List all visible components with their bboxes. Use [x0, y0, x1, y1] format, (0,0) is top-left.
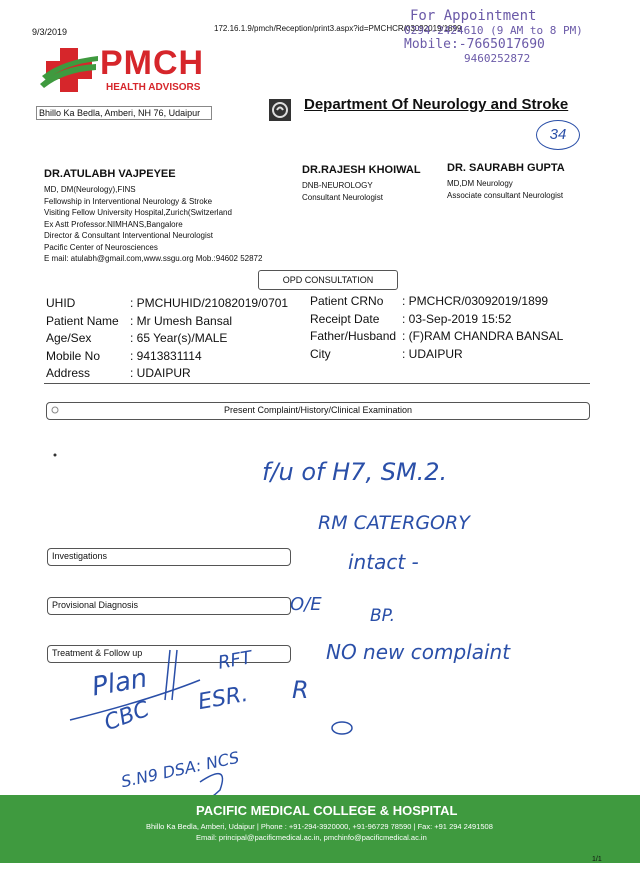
handwritten-note: RM CATERGORY [318, 512, 470, 534]
field-value: : UDAIPUR [130, 366, 191, 380]
doctor-3-line: Associate consultant Neurologist [447, 190, 564, 200]
field-value: : (F)RAM CHANDRA BANSAL [402, 329, 564, 343]
field-value: : PMCHCR/03092019/1899 [402, 294, 549, 308]
handwritten-note: Plan [89, 663, 150, 703]
handwritten-note: RFT [216, 647, 254, 674]
diagnosis-section-label: Provisional Diagnosis [47, 597, 291, 615]
field-value: : UDAIPUR [402, 346, 463, 361]
address-box: Bhillo Ka Bedla, Amberi, NH 76, Udaipur [36, 106, 212, 120]
doctor-3-name: DR. SAURABH GUPTA [447, 162, 565, 174]
doctor-1-line: Fellowship in Interventional Neurology & Stroke [44, 196, 213, 206]
field-value: : PMCHUHID/21082019/0701 [130, 296, 289, 310]
complaint-section-label: Present Complaint/History/Clinical Examination [46, 402, 590, 420]
handwritten-note: intact - [348, 550, 419, 574]
doctor-1-line: Director & Consultant Interventional Neurologist [44, 231, 213, 240]
field-label: Age/Sex [46, 331, 92, 345]
handwritten-note: R [292, 676, 309, 704]
logo-name: PMCH [100, 44, 205, 82]
handwritten-note: CBC [101, 696, 153, 737]
doctor-2-line: DNB-NEUROLOGY [302, 181, 373, 190]
field-label: Father/Husband [310, 329, 397, 343]
field-value: : Mr Umesh Bansal [130, 313, 233, 328]
handwritten-note: f/u of H7, SM.2. [262, 458, 448, 486]
appointment-title: For Appointment [410, 8, 537, 24]
field-label: Address [46, 366, 91, 380]
appointment-mobile: Mobile:-7665017690 [404, 37, 545, 52]
doctor-1-line: Visiting Fellow University Hospital,Zurich(Switzerland [44, 208, 232, 217]
field-value: : 03-Sep-2019 15:52 [402, 311, 512, 326]
field-label: City [310, 346, 331, 361]
field-label: Patient Name [46, 313, 119, 328]
field-value: : 9413831114 [130, 348, 202, 363]
footer-email: Email: principal@pacificmedical.ac.in, pmchinfo@pacificmedical.ac.in [196, 833, 427, 842]
field-label: UHID [46, 296, 76, 310]
doctor-3-line: MD,DM Neurology [447, 179, 513, 188]
doctor-1-line: MD, DM(Neurology),FINS [44, 185, 136, 194]
footer-contact: Bhillo Ka Bedla, Amberi, Udaipur | Phone : +91-294-3920000, +91-96729 78590 | Fax: +91 294 2491508 [146, 822, 493, 831]
handwritten-note: BP. [370, 606, 395, 626]
doctor-2-name: DR.RAJESH KHOIWAL [302, 164, 421, 176]
appointment-mobile2: 9460252872 [464, 52, 531, 65]
opd-title: OPD CONSULTATION [258, 270, 398, 290]
doctor-1-line: Ex Astt Professor.NIMHANS,Bangalore [44, 219, 183, 229]
handwritten-note: O/E [290, 594, 322, 615]
handwritten-note: ESR. [196, 681, 250, 716]
handwritten-note: NO new complaint [326, 640, 511, 664]
department-title: Department Of Neurology and Stroke [304, 96, 569, 113]
field-label: Mobile No [46, 348, 101, 363]
investigations-section-label: Investigations [47, 548, 291, 566]
field-value: : 65 Year(s)/MALE [130, 331, 228, 345]
field-label: Patient CRNo [310, 294, 384, 308]
handwritten-note: S.N9 DSA: NCS [119, 747, 241, 792]
print-date: 9/3/2019 [32, 27, 68, 37]
footer [0, 795, 640, 863]
print-url: 172.16.1.9/pmch/Reception/print3.aspx?id=PMCHCR/03092019/1899 [214, 24, 462, 33]
token-number: 34 [536, 120, 580, 150]
doctor-1-name: DR.ATULABH VAJPEYEE [44, 168, 176, 180]
page-number: 1/1 [592, 856, 602, 863]
doctor-2-line: Consultant Neurologist [302, 192, 383, 202]
doctor-1-line: Pacific Center of Neurosciences [44, 242, 158, 252]
footer-hospital: PACIFIC MEDICAL COLLEGE & HOSPITAL [196, 803, 458, 818]
logo-sub: HEALTH ADVISORS [106, 82, 201, 93]
appointment-phone: 0294-2424610 (9 AM to 8 PM) [404, 24, 583, 37]
treatment-section-label: Treatment & Follow up [47, 645, 291, 663]
field-label: Receipt Date [310, 311, 380, 326]
doctor-1-line: E mail: atulabh@gmail.com,www.ssgu.org Mob.:94602 52872 [44, 254, 263, 263]
